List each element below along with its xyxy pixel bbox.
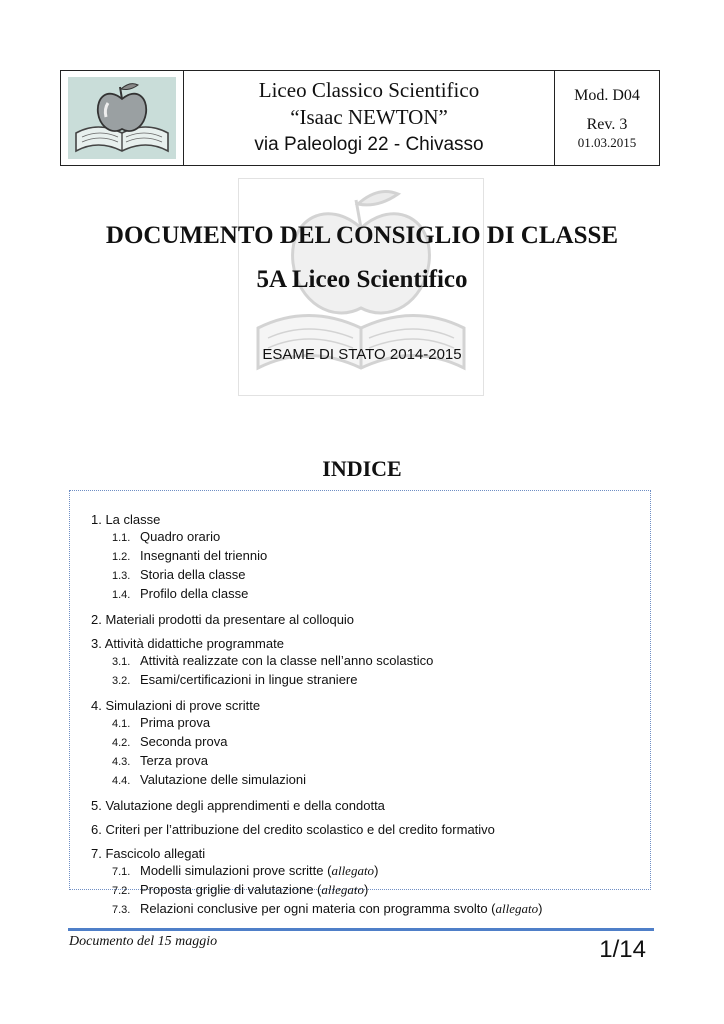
index-entry-label: 6. Criteri per l’attribuzione del credito scolastico e del credito formativo [91,822,495,837]
index-entry[interactable] [91,635,542,690]
index-subentry[interactable] [91,585,542,604]
index-subentry[interactable] [91,566,542,585]
index-subentry[interactable] [91,547,542,566]
index-subentry-number: 7.2. [112,885,131,897]
footer-doc-label: Documento del 15 maggio [69,934,218,949]
module-info-cell [555,71,659,165]
index-subentry[interactable] [91,671,542,690]
index-subentry-text: Proposta griglie di valutazione ( [140,882,322,897]
index-subentry-text: Storia della classe [140,567,246,582]
index-subentry-text: Modelli simulazioni prove scritte ( [140,863,332,878]
closing-paren: ) [364,882,369,897]
index-subentry-text: Quadro orario [140,529,221,544]
index-subentry-number: 4.2. [112,737,131,749]
index-subentry-number: 3.2. [112,675,131,687]
index-subentry-text: Relazioni conclusive per ogni materia con programma svolto ( [140,901,496,916]
closing-paren: ) [374,863,379,878]
index-subentry[interactable] [91,528,542,547]
apple-book-logo-icon [68,77,176,159]
index-subentry-text: Insegnanti del triennio [140,548,268,563]
index-subentry-number: 7.3. [112,904,131,916]
index-subentry[interactable] [91,771,542,790]
index-box [69,490,651,916]
index-subentry-number: 1.1. [112,532,131,544]
attachment-note: allegato [495,901,539,916]
index-title: INDICE [322,456,402,481]
index-entry-label: 1. La classe [91,512,161,527]
revision: Rev. 3 [586,116,628,133]
index-subentry[interactable] [91,900,542,919]
index-subentry-number: 7.1. [112,866,131,878]
index-subentry-number: 4.1. [112,718,131,730]
index-entry-label: 3. Attività didattiche programmate [91,636,284,651]
index-subentry-text: Terza prova [140,753,208,768]
header-table [60,70,660,166]
index-subentry[interactable] [91,862,542,881]
index-subentry-text: Profilo della classe [140,586,249,601]
index-subentry[interactable] [91,752,542,771]
index-entry[interactable] [91,797,542,814]
index-list [91,511,542,919]
document-title: DOCUMENTO DEL CONSIGLIO DI CLASSE [105,222,619,249]
index-entry[interactable] [91,511,542,604]
exam-year: ESAME DI STATO 2014-2015 [262,346,462,363]
attachment-note: allegato [331,863,375,878]
index-subentry[interactable] [91,652,542,671]
index-subentry-text: Esami/certificazioni in lingue straniere [140,672,358,687]
index-subentry-number: 1.4. [112,589,131,601]
index-entry[interactable] [91,845,542,919]
index-subentry[interactable] [91,733,542,752]
school-info-cell [184,71,555,165]
attachment-note: allegato [321,882,364,897]
index-entry-label: 4. Simulazioni di prove scritte [91,698,261,713]
class-name: 5A Liceo Scientifico [256,266,468,293]
school-name: Liceo Classico Scientifico [258,78,480,102]
index-subentry-text: Prima prova [140,715,211,730]
index-subentry-text: Attività realizzate con la classe nell’anno scolastico [140,653,434,668]
school-subtitle: “Isaac NEWTON” [290,105,448,129]
index-subentry-text: Seconda prova [140,734,228,749]
module-code: Mod. D04 [574,87,640,104]
index-subentry-number: 1.2. [112,551,131,563]
index-subentry[interactable] [91,714,542,733]
index-entry[interactable] [91,611,542,628]
footer-rule [68,928,654,931]
closing-paren: ) [538,901,543,916]
index-subentry[interactable] [91,881,542,900]
revision-date: 01.03.2015 [577,135,637,150]
index-subentry-number: 1.3. [112,570,131,582]
index-entry[interactable] [91,821,542,838]
index-entry-label: 5. Valutazione degli apprendimenti e della condotta [91,798,385,813]
index-entry-label: 7. Fascicolo allegati [91,846,206,861]
index-subentry-number: 4.4. [112,775,131,787]
index-entry-label: 2. Materiali prodotti da presentare al colloquio [91,612,355,627]
index-subentry-number: 3.1. [112,656,131,668]
logo-cell [61,71,184,165]
page-number: 1/14 [599,936,646,963]
index-entry[interactable] [91,697,542,790]
index-subentry-number: 4.3. [112,756,131,768]
index-subentry-text: Valutazione delle simulazioni [140,772,306,787]
school-address: via Paleologi 22 - Chivasso [254,134,484,155]
